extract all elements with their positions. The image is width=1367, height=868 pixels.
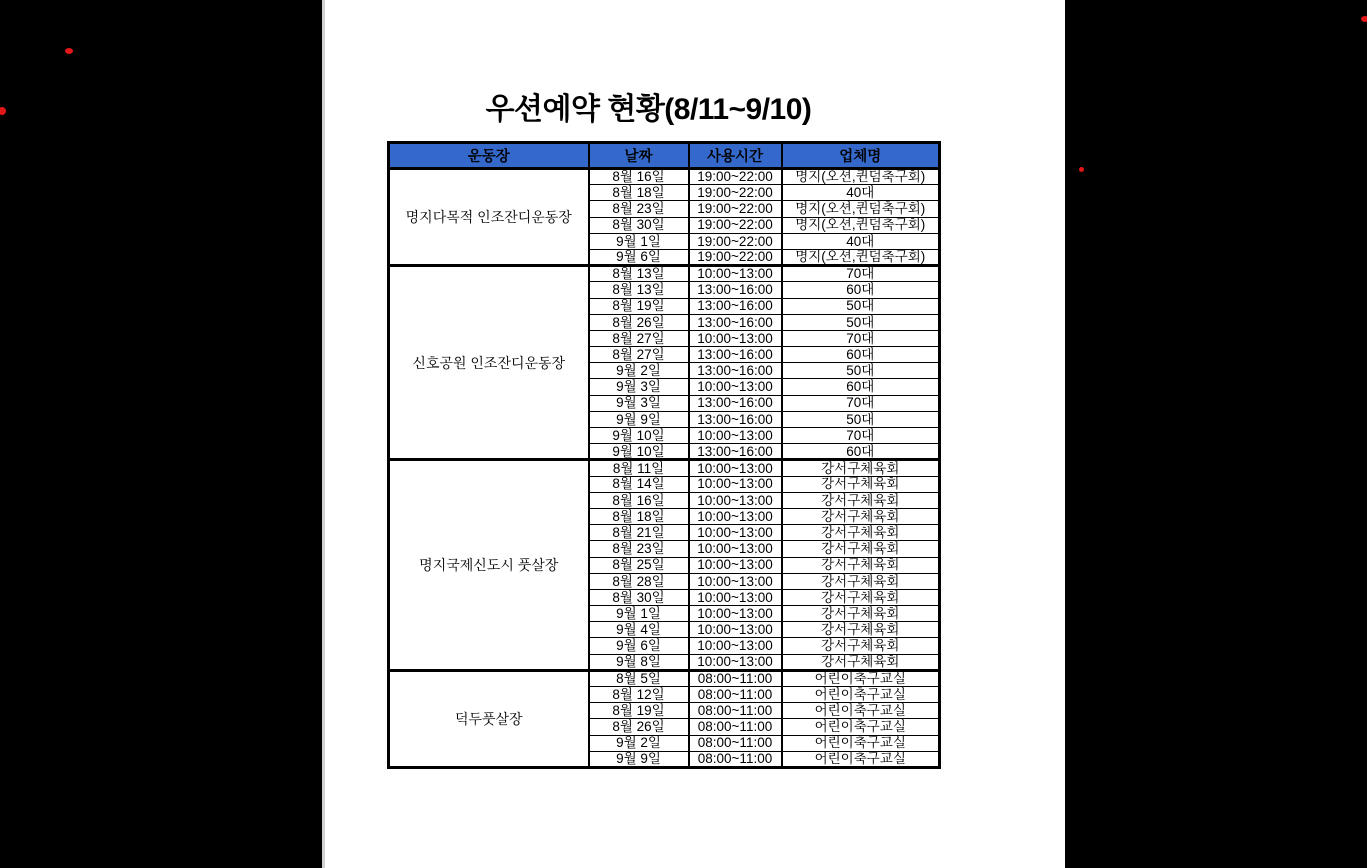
org-cell: 70대 [782,330,940,346]
table-row [389,670,940,686]
venue-cell: 명지국제신도시 풋살장 [389,460,589,670]
time-cell: 13:00~16:00 [689,444,782,460]
org-cell: 40대 [782,185,940,201]
time-cell: 10:00~13:00 [689,638,782,654]
org-cell: 어린이축구교실 [782,735,940,751]
org-cell: 강서구체육회 [782,460,940,476]
org-cell: 50대 [782,411,940,427]
header-org: 업체명 [782,143,940,169]
org-cell: 강서구체육회 [782,654,940,670]
reservation-table-container [387,141,941,769]
date-cell: 8월 25일 [589,557,689,573]
time-cell: 10:00~13:00 [689,508,782,524]
org-cell: 강서구체육회 [782,476,940,492]
venue-cell: 명지다목적 인조잔디운동장 [389,169,589,266]
time-cell: 10:00~13:00 [689,460,782,476]
header-time: 사용시간 [689,143,782,169]
date-cell: 8월 11일 [589,460,689,476]
venue-cell: 덕두풋살장 [389,670,589,767]
org-cell: 어린이축구교실 [782,751,940,767]
header-venue: 운동장 [389,143,589,169]
date-cell: 8월 23일 [589,201,689,217]
time-cell: 10:00~13:00 [689,606,782,622]
org-cell: 강서구체육회 [782,638,940,654]
venue-cell: 신호공원 인조잔디운동장 [389,266,589,460]
time-cell: 13:00~16:00 [689,411,782,427]
date-cell: 8월 27일 [589,330,689,346]
date-cell: 9월 2일 [589,735,689,751]
date-cell: 8월 26일 [589,314,689,330]
red-marker-dot [1079,167,1084,172]
org-cell: 명지(오션,퀸덤축구회) [782,201,940,217]
date-cell: 8월 18일 [589,185,689,201]
header-date: 날짜 [589,143,689,169]
time-cell: 08:00~11:00 [689,703,782,719]
time-cell: 13:00~16:00 [689,395,782,411]
org-cell: 60대 [782,347,940,363]
date-cell: 9월 9일 [589,751,689,767]
red-marker-dot [0,107,6,115]
date-cell: 8월 13일 [589,266,689,282]
date-cell: 8월 19일 [589,703,689,719]
org-cell: 어린이축구교실 [782,670,940,686]
org-cell: 강서구체육회 [782,606,940,622]
org-cell: 강서구체육회 [782,573,940,589]
time-cell: 10:00~13:00 [689,492,782,508]
time-cell: 19:00~22:00 [689,217,782,233]
time-cell: 10:00~13:00 [689,622,782,638]
time-cell: 19:00~22:00 [689,201,782,217]
org-cell: 강서구체육회 [782,622,940,638]
time-cell: 19:00~22:00 [689,169,782,185]
time-cell: 13:00~16:00 [689,314,782,330]
time-cell: 10:00~13:00 [689,428,782,444]
time-cell: 10:00~13:00 [689,525,782,541]
org-cell: 70대 [782,266,940,282]
org-cell: 명지(오션,퀸덤축구회) [782,217,940,233]
page-title: 우션예약 현황(8/11~9/10) [485,93,812,126]
time-cell: 08:00~11:00 [689,687,782,703]
org-cell: 강서구체육회 [782,492,940,508]
venue-section [389,460,940,670]
org-cell: 50대 [782,314,940,330]
time-cell: 08:00~11:00 [689,670,782,686]
time-cell: 08:00~11:00 [689,751,782,767]
table-row [389,169,940,185]
date-cell: 9월 1일 [589,233,689,249]
time-cell: 10:00~13:00 [689,541,782,557]
red-marker-dot [1361,16,1367,22]
time-cell: 10:00~13:00 [689,589,782,605]
time-cell: 10:00~13:00 [689,557,782,573]
date-cell: 9월 10일 [589,444,689,460]
red-marker-dot [65,48,73,54]
time-cell: 10:00~13:00 [689,379,782,395]
table-row [389,460,940,476]
time-cell: 13:00~16:00 [689,298,782,314]
date-cell: 9월 3일 [589,395,689,411]
date-cell: 8월 16일 [589,169,689,185]
date-cell: 8월 19일 [589,298,689,314]
time-cell: 19:00~22:00 [689,185,782,201]
time-cell: 10:00~13:00 [689,654,782,670]
time-cell: 08:00~11:00 [689,735,782,751]
date-cell: 9월 10일 [589,428,689,444]
org-cell: 50대 [782,363,940,379]
org-cell: 60대 [782,379,940,395]
org-cell: 60대 [782,282,940,298]
date-cell: 8월 16일 [589,492,689,508]
date-cell: 9월 2일 [589,363,689,379]
time-cell: 10:00~13:00 [689,476,782,492]
date-cell: 8월 13일 [589,282,689,298]
date-cell: 9월 4일 [589,622,689,638]
date-cell: 9월 8일 [589,654,689,670]
org-cell: 70대 [782,395,940,411]
table-header-row [389,143,940,169]
date-cell: 8월 27일 [589,347,689,363]
org-cell: 어린이축구교실 [782,719,940,735]
date-cell: 8월 21일 [589,525,689,541]
org-cell: 강서구체육회 [782,589,940,605]
date-cell: 8월 18일 [589,508,689,524]
org-cell: 강서구체육회 [782,541,940,557]
org-cell: 40대 [782,233,940,249]
venue-section [389,670,940,767]
org-cell: 어린이축구교실 [782,687,940,703]
org-cell: 강서구체육회 [782,525,940,541]
date-cell: 8월 28일 [589,573,689,589]
table-row [389,266,940,282]
date-cell: 9월 6일 [589,638,689,654]
venue-section [389,266,940,460]
date-cell: 9월 3일 [589,379,689,395]
date-cell: 8월 30일 [589,589,689,605]
time-cell: 13:00~16:00 [689,282,782,298]
time-cell: 13:00~16:00 [689,347,782,363]
date-cell: 8월 30일 [589,217,689,233]
time-cell: 19:00~22:00 [689,249,782,265]
time-cell: 08:00~11:00 [689,719,782,735]
org-cell: 강서구체육회 [782,557,940,573]
reservation-table [387,141,941,769]
date-cell: 8월 12일 [589,687,689,703]
document-page [322,0,1065,868]
date-cell: 8월 23일 [589,541,689,557]
org-cell: 어린이축구교실 [782,703,940,719]
org-cell: 50대 [782,298,940,314]
date-cell: 9월 9일 [589,411,689,427]
date-cell: 8월 26일 [589,719,689,735]
date-cell: 8월 14일 [589,476,689,492]
time-cell: 10:00~13:00 [689,266,782,282]
org-cell: 60대 [782,444,940,460]
time-cell: 10:00~13:00 [689,573,782,589]
date-cell: 9월 1일 [589,606,689,622]
org-cell: 강서구체육회 [782,508,940,524]
org-cell: 명지(오션,퀸덤축구회) [782,169,940,185]
org-cell: 명지(오션,퀸덤축구회) [782,249,940,265]
date-cell: 9월 6일 [589,249,689,265]
time-cell: 19:00~22:00 [689,233,782,249]
time-cell: 10:00~13:00 [689,330,782,346]
venue-section [389,169,940,266]
date-cell: 8월 5일 [589,670,689,686]
org-cell: 70대 [782,428,940,444]
time-cell: 13:00~16:00 [689,363,782,379]
